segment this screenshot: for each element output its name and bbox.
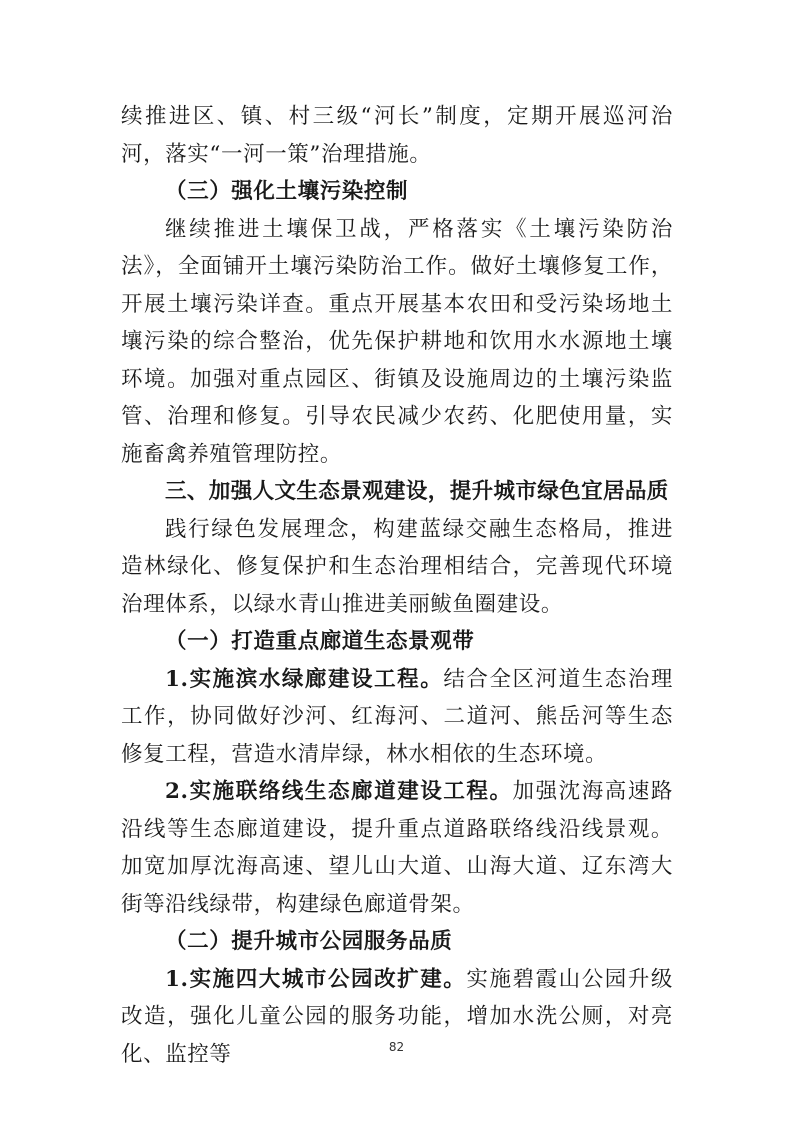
paragraph-soil: 继续推进土壤保卫战，严格落实《土壤污染防治法》，全面铺开土壤污染防治工作。做好土壤修复工作，开展土壤污染详查。重点开展基本农田和受污染场地土壤污染的综合整治，优先保护耕地和饮用水水源地土壤环境。加强对重点园区、街镇及设施周边的土壤污染监管、治理和修复。引导农民减少农药、化肥使用量，实施畜禽养殖管理防控。 [121,216,673,467]
section-heading-corridor: （一）打造重点廊道生态景观带 [165,629,475,654]
paragraph-green-development: 践行绿色发展理念，构建蓝绿交融生态格局，推进造林绿化、修复保护和生态治理相结合，完善现代环境治理体系，以绿水青山推进美丽鲅鱼圈建设。 [121,516,673,617]
item-lead-parks: 1.实施四大城市公园改扩建。 [165,966,467,992]
paragraph-parks [121,961,673,1074]
section-heading-parks: （二）提升城市公园服务品质 [165,929,453,954]
document-body [121,98,673,1073]
section-heading-soil: （三）强化土壤污染控制 [165,179,409,204]
item-text-parks: 实施碧霞山公园升级改造，强化儿童公园的服务功能，增加水洗公厕，对亮化、监控等 [121,966,673,1067]
paragraph-link-corridor [121,773,673,923]
item-lead-waterfront: 1.实施滨水绿廊建设工程。 [165,666,444,692]
page-number: 82 [388,1040,405,1054]
chapter-heading-three: 三、加强人文生态景观建设，提升城市绿色宜居品质 [165,479,669,504]
item-text-link-corridor: 加强沈海高速路沿线等生态廊道建设，提升重点道路联络线沿线景观。加宽加厚沈海高速、望儿山大道、山海大道、辽东湾大街等沿线绿带，构建绿色廊道骨架。 [121,779,674,917]
item-text-waterfront: 结合全区河道生态治理工作，协同做好沙河、红海河、二道河、熊岳河等生态修复工程，营造水清岸绿，林水相依的生态环境。 [121,666,673,767]
item-lead-link-corridor: 2.实施联络线生态廊道建设工程。 [165,779,513,804]
paragraph-waterfront [121,661,673,774]
paragraph-continuation: 续推进区、镇、村三级“河长”制度，定期开展巡河治河，落实“一河一策”治理措施。 [121,104,673,167]
